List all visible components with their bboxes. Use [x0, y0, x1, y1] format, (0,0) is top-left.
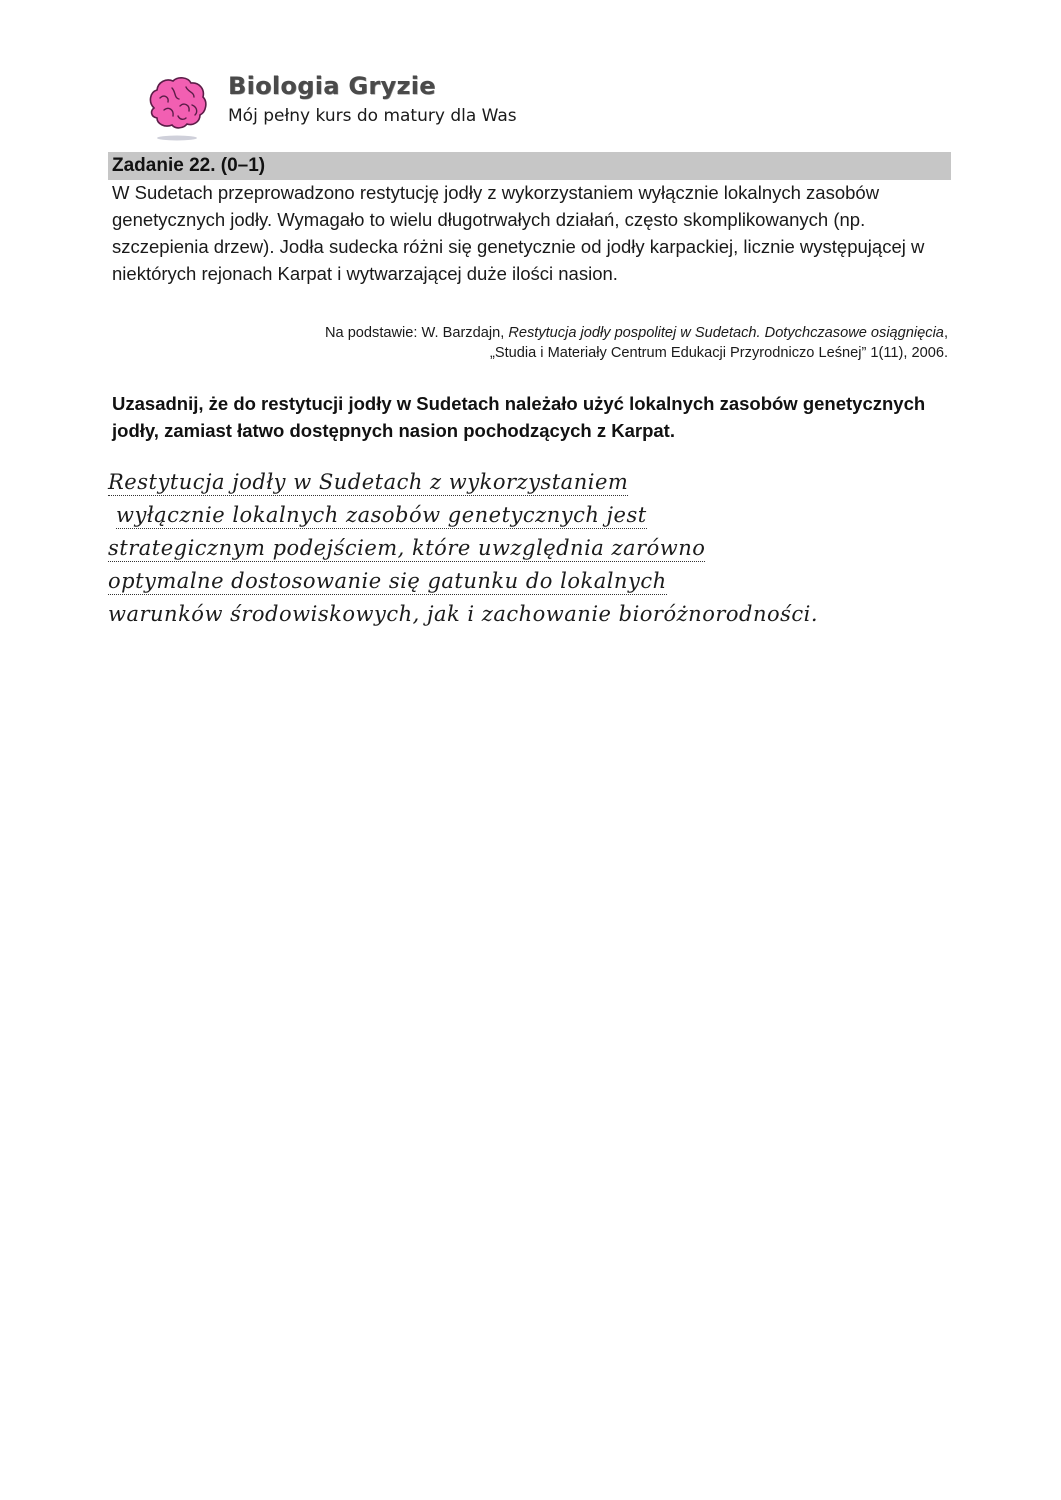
answer-line — [108, 470, 968, 503]
brand-header — [140, 70, 560, 150]
answer-line-text: strategicznym podejściem, które uwzględnia zarówno — [108, 536, 706, 560]
task-intro-text: W Sudetach przeprowadzono restytucję jodły z wykorzystaniem wyłącznie lokalnych zasobów genetycznych jodły. Wymagało to wielu długotrwałych działań, często skomplikowanych (np. szczepienia drzew). Jodła sudecka różni się genetycznie od jodły karpackiej, licznie występującej w niektórych rejonach Karpat i wytwarzającej duże ilości nasion. — [112, 182, 925, 284]
brand-title: Biologia Gryzie — [228, 72, 436, 100]
brain-icon — [144, 72, 210, 142]
answer-line-text: optymalne dostosowanie się gatunku do lokalnych — [108, 569, 667, 593]
source-citation — [325, 323, 948, 363]
task-number: Zadanie 22. (0–1) — [112, 155, 266, 176]
handwritten-answer — [108, 470, 968, 635]
source-line-1 — [325, 323, 948, 343]
answer-line-text: wyłącznie lokalnych zasobów genetycznych jest — [116, 503, 647, 527]
answer-line-text: warunków środowiskowych, jak i zachowanie bioróżnorodności. — [108, 602, 819, 626]
answer-line — [108, 569, 968, 602]
source-title: Restytucja jodły pospolitej w Sudetach. Dotychczasowe osiągnięcia — [508, 325, 944, 341]
brand-subtitle: Mój pełny kurs do matury dla Was — [228, 106, 517, 126]
answer-line-text: Restytucja jodły w Sudetach z wykorzystaniem — [108, 470, 629, 494]
answer-line — [108, 536, 968, 569]
task-question: Uzasadnij, że do restytucji jodły w Sudetach należało użyć lokalnych zasobów genetycznych jodły, zamiast łatwo dostępnych nasion pochodzących z Karpat. — [112, 393, 926, 441]
source-prefix: Na podstawie: W. Barzdajn, — [324, 325, 509, 341]
source-line-2: „Studia i Materiały Centrum Edukacji Przyrodniczo Leśnej” 1(11), 2006. — [489, 345, 948, 361]
answer-line — [108, 503, 968, 536]
answer-line — [108, 602, 968, 635]
source-suffix: , — [943, 325, 948, 341]
task-header-bar — [108, 152, 951, 180]
